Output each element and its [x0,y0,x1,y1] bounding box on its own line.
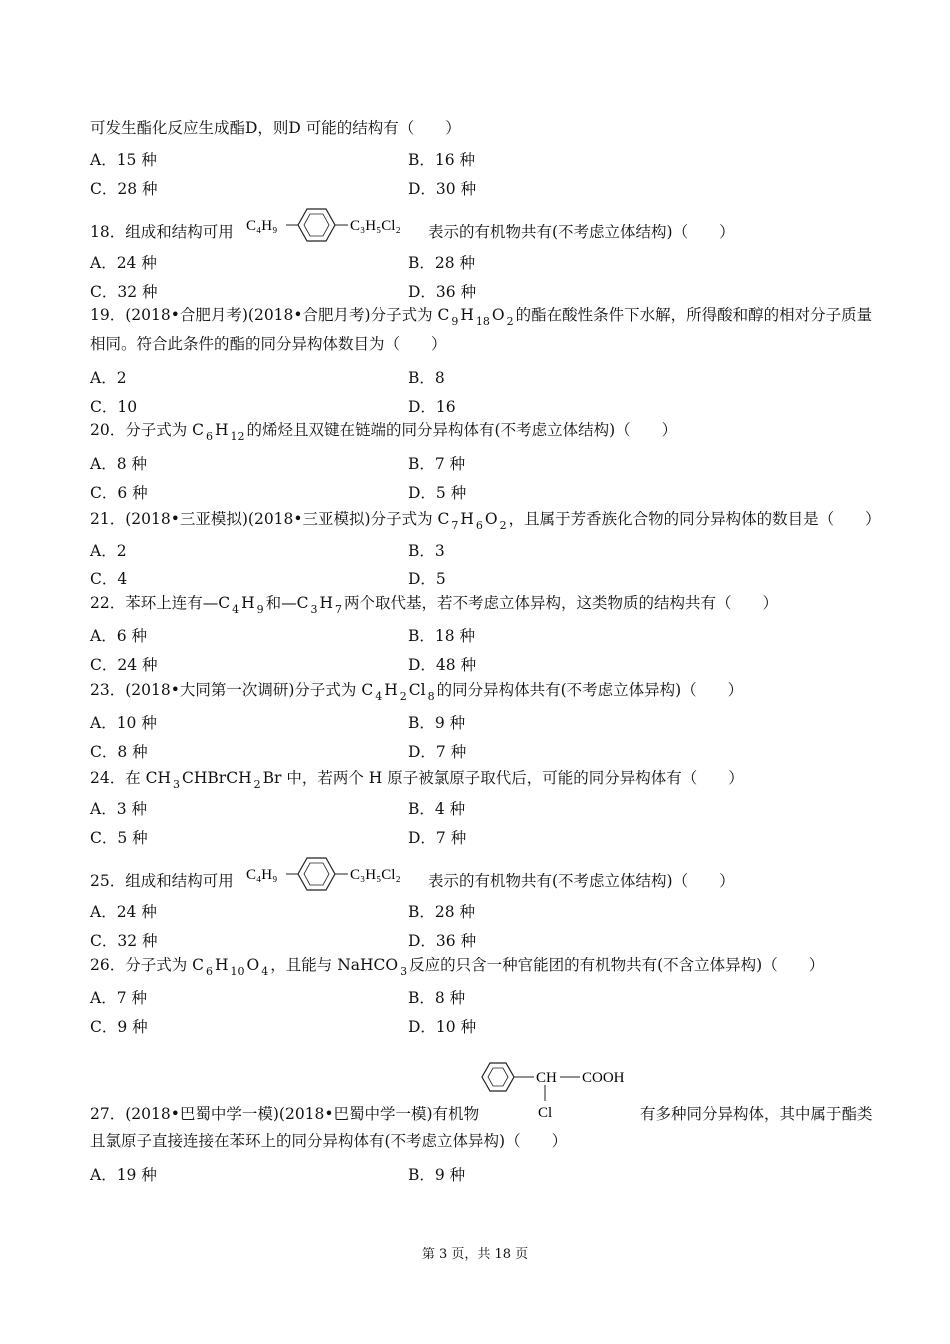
q17-option-d[interactable]: D．30 种 [408,180,477,198]
q24-option-b[interactable]: B．4 种 [408,800,466,818]
q21-option-a[interactable]: A．2 [90,542,127,560]
q19-option-b[interactable]: B．8 [408,369,445,387]
q18-option-d[interactable]: D．36 种 [408,283,477,301]
q21-option-d[interactable]: D．5 [408,570,446,588]
q23-stem: 23．(2018•大同第一次调研)分子式为 C $_4$ H $_2$ Cl $_8$ 的同分异构体共有(不考虑立体异构)（ ） [90,681,744,703]
q19-stem-line2: 相同。符合此条件的酯的同分异构体数目为（ ） [90,335,447,353]
q25-option-d[interactable]: D．36 种 [408,932,477,950]
q18-structure-formula [244,200,428,244]
q27-stem-post: 有多种同分异构体，其中属于酯类 [640,1105,873,1123]
q25-option-a[interactable]: A．24 种 [90,903,157,921]
q18-option-b[interactable]: B．28 种 [408,254,476,272]
q24-option-a[interactable]: A．3 种 [90,800,147,818]
q26-option-b[interactable]: B．8 种 [408,989,466,1007]
q27-stem-line2: 且氯原子直接连接在苯环上的同分异构体有(不考虑立体异构)（ ） [90,1132,568,1150]
q19-stem-line1: 19．(2018•合肥月考)(2018•合肥月考)分子式为 C $_9$ H $_{18}$ O $_2$ 的酯在酸性条件下水解，所得酸和醇的相对分子质量 [90,306,873,328]
formula-right-group: C₃H₅Cl₂ [350,218,401,234]
q17-option-b[interactable]: B．16 种 [408,151,476,169]
q24-stem: 24．在 CH $_3$ CHBrCH $_2$ Br 中，若两个 H 原子被氯原子取代后，可能的同分异构体有（ ） [90,769,744,791]
q17-option-c[interactable]: C．28 种 [90,180,158,198]
q18-stem-pre: 18．组成和结构可用 [90,223,234,241]
q17-option-a[interactable]: A．15 种 [90,151,157,169]
formula-left-group: C₄H₉ [246,867,278,883]
page-footer: 第 3 页，共 18 页 [421,1247,529,1262]
q22-option-a[interactable]: A．6 种 [90,627,147,645]
q26-stem: 26．分子式为 C $_6$ H $_{10}$ O $_4$ ，且能与 NaHCO $_3$ 反应的只含一种官能团的有机物共有(不含立体异构)（ ） [90,956,825,978]
q20-stem: 20．分子式为 C $_6$ H $_{12}$ 的烯烃且双键在链端的同分异构体有(不考虑立体结构)（ ） [90,421,678,443]
q21-option-b[interactable]: B．3 [408,542,445,560]
q22-option-d[interactable]: D．48 种 [408,656,477,674]
q20-option-b[interactable]: B．7 种 [408,455,466,473]
q26-option-c[interactable]: C．9 种 [90,1018,148,1036]
q19-option-a[interactable]: A．2 [90,369,127,387]
q25-option-b[interactable]: B．28 种 [408,903,476,921]
q18-option-a[interactable]: A．24 种 [90,254,157,272]
q21-option-c[interactable]: C．4 [90,570,128,588]
q18-stem-post: 表示的有机物共有(不考虑立体结构)（ ） [428,223,735,241]
q22-option-c[interactable]: C．24 种 [90,656,158,674]
q17-stem: 可发生酯化反应生成酯D，则D 可能的结构有（ ） [90,119,461,137]
q22-stem: 22．苯环上连有—C $_4$ H $_9$ 和—C $_3$ H $_7$ 两个取代基，若不考虑立体异构，这类物质的结构共有（ ） [90,594,779,616]
formula-ch: CH [536,1070,557,1086]
benzene-ring-icon [482,1063,514,1091]
formula-right-group: C₃H₅Cl₂ [350,867,401,883]
q20-option-d[interactable]: D．5 种 [408,484,467,502]
q27-option-a[interactable]: A．19 种 [90,1166,157,1184]
q26-option-d[interactable]: D．10 种 [408,1018,477,1036]
formula-cl: Cl [538,1105,553,1121]
q25-stem-pre: 25．组成和结构可用 [90,872,234,890]
q25-option-c[interactable]: C．32 种 [90,932,158,950]
q22-option-b[interactable]: B．18 种 [408,627,476,645]
q23-option-c[interactable]: C．8 种 [90,743,148,761]
q25-structure-formula [244,849,428,893]
q20-option-a[interactable]: A．8 种 [90,455,147,473]
formula-left-group: C₄H₉ [246,218,278,234]
q23-option-a[interactable]: A．10 种 [90,714,157,732]
q24-option-d[interactable]: D．7 种 [408,829,467,847]
q19-option-d[interactable]: D．16 [408,398,456,416]
q27-stem-pre: 27．(2018•巴蜀中学一模)(2018•巴蜀中学一模)有机物 [90,1105,480,1123]
q20-option-c[interactable]: C．6 种 [90,484,148,502]
q26-option-a[interactable]: A．7 种 [90,989,147,1007]
q18-option-c[interactable]: C．32 种 [90,283,158,301]
q21-stem: 21．(2018•三亚模拟)(2018•三亚模拟)分子式为 C $_7$ H $_6$ O $_2$ ，且属于芳香族化合物的同分异构体的数目是（ ） [90,510,881,532]
q23-option-b[interactable]: B．9 种 [408,714,466,732]
q19-option-c[interactable]: C．10 [90,398,138,416]
q23-option-d[interactable]: D．7 种 [408,743,467,761]
q27-option-b[interactable]: B．9 种 [408,1166,466,1184]
q25-stem-post: 表示的有机物共有(不考虑立体结构)（ ） [428,872,735,890]
q24-option-c[interactable]: C．5 种 [90,829,148,847]
formula-cooh: COOH [582,1070,625,1086]
q27-structure-formula [478,1055,640,1123]
